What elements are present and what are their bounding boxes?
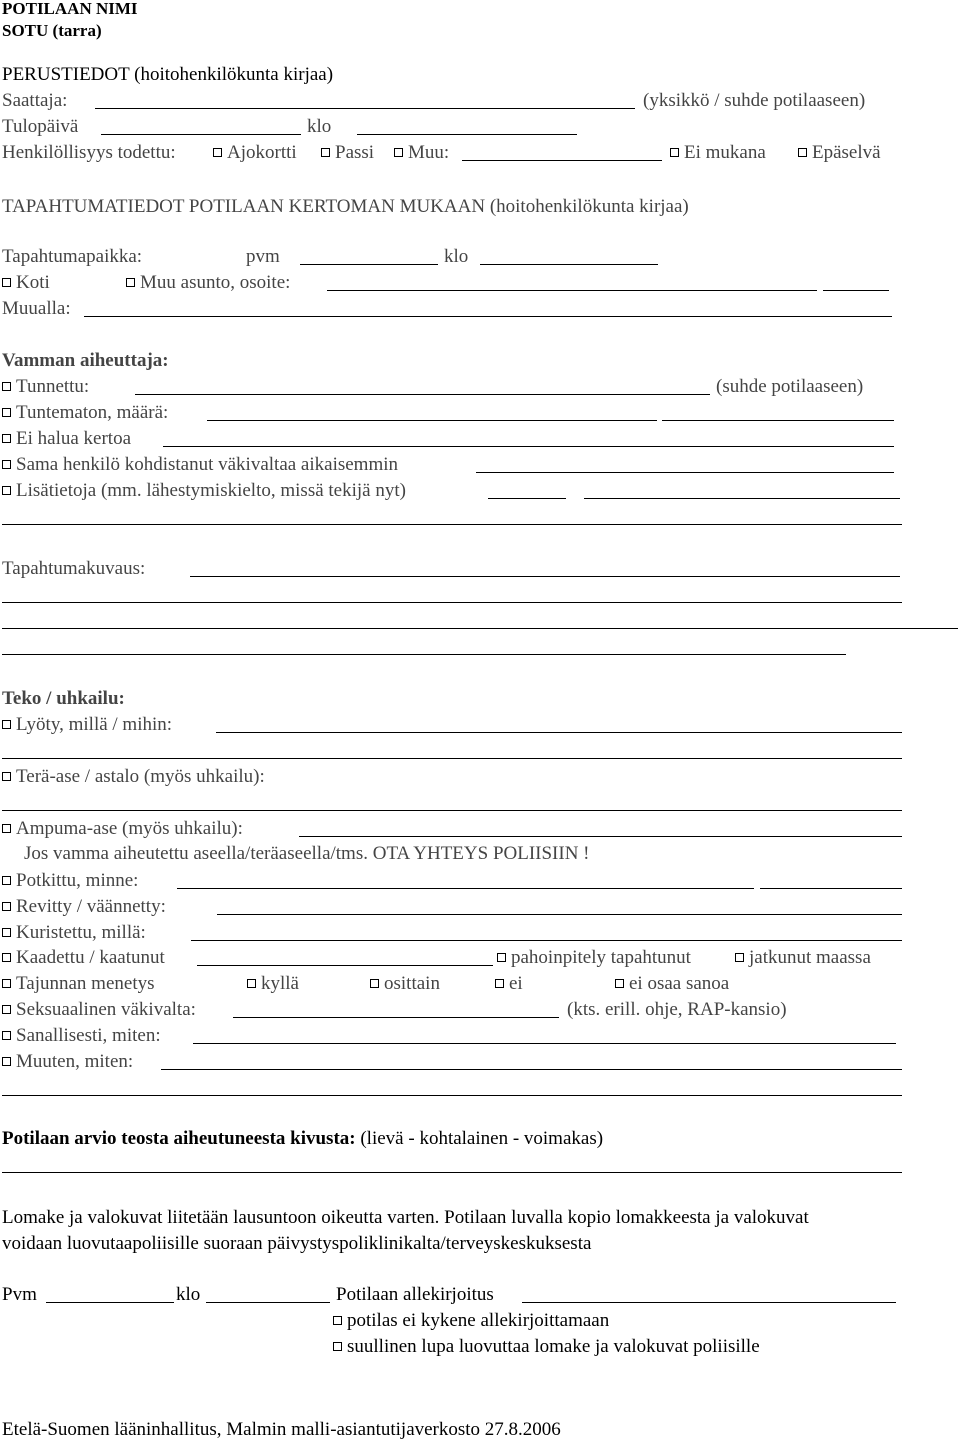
place-date-field[interactable] <box>300 264 438 265</box>
act-verbal-field[interactable] <box>193 1043 896 1044</box>
checkbox-icon[interactable] <box>2 928 11 937</box>
act-pulled[interactable]: Revitty / väännetty: <box>2 896 166 918</box>
unconscious-no[interactable]: ei <box>495 973 523 995</box>
checkbox-icon[interactable] <box>2 1057 11 1066</box>
checkbox-icon[interactable] <box>670 148 679 157</box>
perpetrator-known-field[interactable] <box>135 394 710 395</box>
act-firearm-field[interactable] <box>299 836 902 837</box>
escort-field[interactable] <box>95 108 635 109</box>
police-note: Jos vamma aiheutettu aseella/teräaseella/tms. OTA YHTEYS POLIISIIN ! <box>24 843 590 864</box>
address-field-end[interactable] <box>823 290 889 291</box>
checkbox-icon[interactable] <box>2 824 11 833</box>
checkbox-icon[interactable] <box>2 979 11 988</box>
checkbox-icon[interactable] <box>2 1005 11 1014</box>
checkbox-icon[interactable] <box>247 979 256 988</box>
arrival-label: Tulopäivä <box>2 116 79 137</box>
description-line-2[interactable] <box>2 602 902 603</box>
description-label: Tapahtumakuvaus: <box>2 558 146 579</box>
perpetrator-extra-field-end[interactable] <box>584 498 900 499</box>
perpetrator-extra-line[interactable] <box>2 524 902 525</box>
pain-label: Potilaan arvio teosta aiheutuneesta kivusta: <box>2 1128 356 1149</box>
place-home[interactable]: Koti <box>2 272 50 294</box>
pain-row <box>2 1128 603 1150</box>
place-other-home[interactable]: Muu asunto, osoite: <box>126 272 290 294</box>
identity-other[interactable]: Muu: <box>394 142 449 164</box>
checkbox-icon[interactable] <box>126 278 135 287</box>
checkbox-icon[interactable] <box>2 382 11 391</box>
description-field[interactable] <box>190 576 900 577</box>
consent-line-1: Lomake ja valokuvat liitetään lausuntoon oikeutta varten. Potilaan luvalla kopio lomakkeesta ja valokuvat <box>2 1207 809 1228</box>
act-sexual[interactable]: Seksuaalinen väkivalta: <box>2 999 196 1021</box>
perpetrator-refuses[interactable]: Ei halua kertoa <box>2 428 131 450</box>
elsewhere-label: Muualla: <box>2 298 71 319</box>
checkbox-icon[interactable] <box>333 1316 342 1325</box>
place-label: Tapahtumapaikka: <box>2 246 143 267</box>
checkbox-icon[interactable] <box>2 460 11 469</box>
act-pulled-field[interactable] <box>217 914 902 915</box>
checkbox-icon[interactable] <box>213 148 222 157</box>
perpetrator-known-suffix: (suhde potilaaseen) <box>716 376 864 397</box>
identity-missing[interactable]: Ei mukana <box>670 142 766 164</box>
unconscious-yes[interactable]: kyllä <box>247 973 299 995</box>
checkbox-icon[interactable] <box>370 979 379 988</box>
perpetrator-same[interactable]: Sama henkilö kohdistanut väkivaltaa aikaisemmin <box>2 454 398 476</box>
perpetrator-extra-field[interactable] <box>488 498 566 499</box>
checkbox-icon[interactable] <box>394 148 403 157</box>
act-strangled-field[interactable] <box>191 940 902 941</box>
signature-date-field[interactable] <box>46 1302 174 1303</box>
place-pvm-label: pvm <box>246 246 280 267</box>
checkbox-icon[interactable] <box>321 148 330 157</box>
act-hit-field[interactable] <box>216 732 902 733</box>
identity-unclear[interactable]: Epäselvä <box>798 142 881 164</box>
act-strangled[interactable]: Kuristettu, millä: <box>2 922 146 944</box>
incident-title: TAPAHTUMATIEDOT POTILAAN KERTOMAN MUKAAN (hoitohenkilökunta kirjaa) <box>2 196 689 217</box>
checkbox-icon[interactable] <box>2 772 11 781</box>
identity-other-field[interactable] <box>462 160 662 161</box>
signature-pvm-label: Pvm <box>2 1284 37 1305</box>
perpetrator-count-field-end[interactable] <box>662 420 894 421</box>
elsewhere-field[interactable] <box>84 316 892 317</box>
consent-line-2: voidaan luovutaapoliisille suoraan päivystyspoliklinikalta/terveyskeskuksesta <box>2 1233 592 1254</box>
description-line-4[interactable] <box>2 654 846 655</box>
act-ground-assault[interactable]: pahoinpitely tapahtunut <box>497 947 691 969</box>
perpetrator-known[interactable]: Tunnettu: <box>2 376 89 398</box>
footer-text: Etelä-Suomen lääninhallitus, Malmin malli-asiantutijaverkosto 27.8.2006 <box>2 1419 561 1440</box>
checkbox-icon[interactable] <box>735 953 744 962</box>
act-blade[interactable]: Terä-ase / astalo (myös uhkailu): <box>2 766 265 788</box>
checkbox-icon[interactable] <box>615 979 624 988</box>
perpetrator-title: Vamman aiheuttaja: <box>2 350 169 371</box>
arrival-klo-label: klo <box>307 116 332 137</box>
act-hit[interactable]: Lyöty, millä / mihin: <box>2 714 172 736</box>
checkbox-icon[interactable] <box>2 278 11 287</box>
act-hit-line-2[interactable] <box>2 758 902 759</box>
perpetrator-refuses-field[interactable] <box>163 446 894 447</box>
act-kicked-field[interactable] <box>177 888 754 889</box>
arrival-date-field[interactable] <box>101 134 301 135</box>
signature-time-field[interactable] <box>206 1302 330 1303</box>
arrival-time-field[interactable] <box>357 134 577 135</box>
act-verbal[interactable]: Sanallisesti, miten: <box>2 1025 161 1047</box>
unconscious-partial[interactable]: osittain <box>370 973 440 995</box>
act-kicked-field-end[interactable] <box>760 888 902 889</box>
identity-label: Henkilöllisyys todettu: <box>2 142 176 163</box>
signature-unable[interactable]: potilas ei kykene allekirjoittamaan <box>333 1310 609 1332</box>
identity-driving-licence[interactable]: Ajokortti <box>213 142 297 164</box>
unconscious-dont-know[interactable]: ei osaa sanoa <box>615 973 729 995</box>
checkbox-icon[interactable] <box>2 876 11 885</box>
pain-scale: (lievä - kohtalainen - voimakas) <box>360 1128 604 1149</box>
act-other[interactable]: Muuten, miten: <box>2 1051 133 1073</box>
description-line-3[interactable] <box>2 628 958 629</box>
act-sexual-field[interactable] <box>233 1017 559 1018</box>
act-title: Teko / uhkailu: <box>2 688 125 709</box>
checkbox-icon[interactable] <box>2 1031 11 1040</box>
place-time-field[interactable] <box>480 264 658 265</box>
perpetrator-unknown[interactable]: Tuntematon, määrä: <box>2 402 168 424</box>
act-sexual-suffix: (kts. erill. ohje, RAP-kansio) <box>567 999 787 1020</box>
act-knocked[interactable]: Kaadettu / kaatunut <box>2 947 165 969</box>
patient-name-label: POTILAAN NIMI <box>2 0 138 18</box>
pain-field[interactable] <box>2 1172 902 1173</box>
checkbox-icon[interactable] <box>2 434 11 443</box>
checkbox-icon[interactable] <box>798 148 807 157</box>
checkbox-icon[interactable] <box>495 979 504 988</box>
address-field[interactable] <box>327 290 817 291</box>
checkbox-icon[interactable] <box>2 953 11 962</box>
act-unconscious[interactable]: Tajunnan menetys <box>2 973 155 995</box>
perpetrator-same-field[interactable] <box>476 472 894 473</box>
act-continued[interactable]: jatkunut maassa <box>735 947 871 969</box>
act-kicked[interactable]: Potkittu, minne: <box>2 870 138 892</box>
act-firearm[interactable]: Ampuma-ase (myös uhkailu): <box>2 818 243 840</box>
signature-label: Potilaan allekirjoitus <box>336 1284 494 1305</box>
identity-passport[interactable]: Passi <box>321 142 374 164</box>
perpetrator-extra[interactable]: Lisätietoja (mm. lähestymiskielto, missä tekijä nyt) <box>2 480 406 502</box>
checkbox-icon[interactable] <box>2 408 11 417</box>
checkbox-icon[interactable] <box>497 953 506 962</box>
act-other-line-2[interactable] <box>2 1095 902 1096</box>
act-blade-line[interactable] <box>2 810 902 811</box>
checkbox-icon[interactable] <box>2 486 11 495</box>
escort-suffix: (yksikkö / suhde potilaaseen) <box>643 90 866 111</box>
signature-field[interactable] <box>522 1302 896 1303</box>
act-knocked-field[interactable] <box>197 965 493 966</box>
signature-klo-label: klo <box>176 1284 201 1305</box>
act-other-field[interactable] <box>161 1069 902 1070</box>
signature-oral-consent[interactable]: suullinen lupa luovuttaa lomake ja valokuvat poliisille <box>333 1336 760 1358</box>
perpetrator-count-field[interactable] <box>207 420 657 421</box>
checkbox-icon[interactable] <box>2 902 11 911</box>
sotu-label: SOTU (tarra) <box>2 21 102 40</box>
escort-label: Saattaja: <box>2 90 68 111</box>
checkbox-icon[interactable] <box>2 720 11 729</box>
basic-info-title: PERUSTIEDOT (hoitohenkilökunta kirjaa) <box>2 64 334 85</box>
place-klo-label: klo <box>444 246 469 267</box>
checkbox-icon[interactable] <box>333 1342 342 1351</box>
